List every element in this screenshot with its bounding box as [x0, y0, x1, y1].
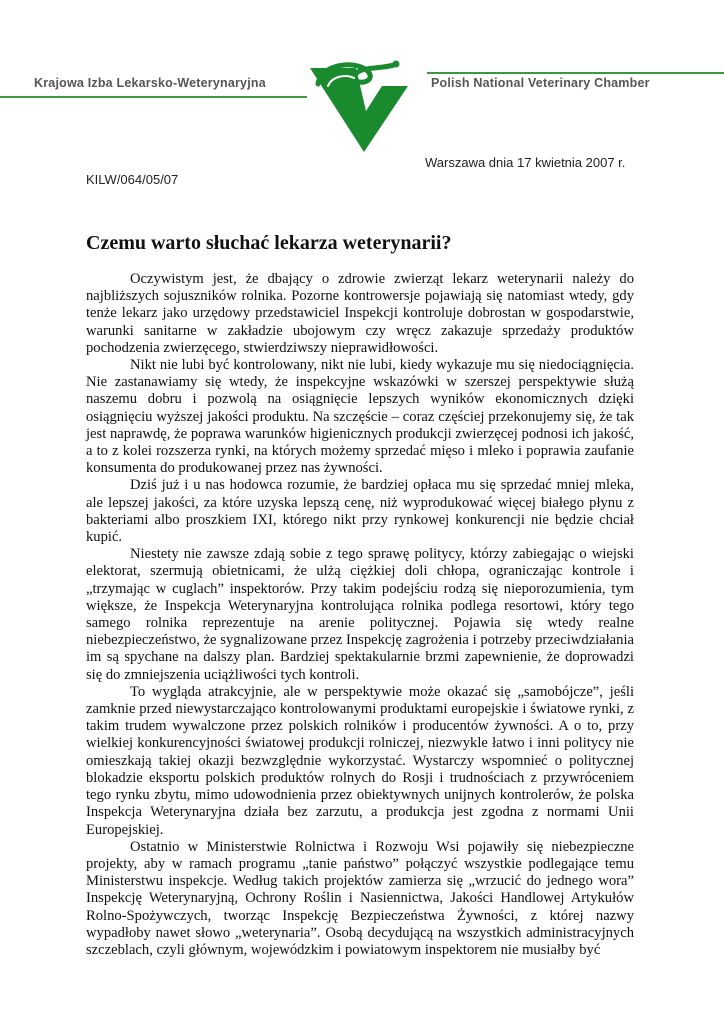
- paragraph: Niestety nie zawsze zdają sobie z tego sprawę politycy, którzy zabiegając o wiejski elektorat, szermują obietnicami, że ulżą ciężkiej doli chłopa, ograniczając kontrole i „trzymając w cuglach” inspektorów. Przy takim podejściu rodzą się nieporozumienia, tym większe, że Inspekcja Weterynaryjna kontrolująca rolnika podlega resortowi, który tego samego rolnika reprezentuje na arenie politycznej. Pojawia się wtedy realne niebezpieczeństwo, że sygnalizowane przez Inspekcję zagrożenia i potrzeby przeciwdziałania im są spychane na dalszy plan. Bardziej spektakularnie brzmi zapewnienie, że doprowadzi się do zmniejszenia uciążliwości tych kontroli.: [86, 546, 634, 683]
- paragraph: To wygląda atrakcyjnie, ale w perspektywie może okazać się „samobójcze”, jeśli zamknie przed niewystarczająco kontrolowanymi produktami europejskie i światowe rynki, z takim trudem wywalczone przez polskich rolników i producentów żywności. A o to, przy wielkiej konkurencyjności światowej produkcji rolniczej, niezwykle łatwo i inni politycy nie omieszkają takiej okazji bezwzględnie wykorzystać. Wystarczy wspomnieć o politycznej blokadzie eksportu polskich produktów rolnych do Rosji i trudnościach z przywróceniem tego rynku zbytu, mimo udowodnienia przez obiektywnych unijnych kontrolerów, że polska Inspekcja Weterynaryjna działa bez zarzutu, a produkcja jest zgodna z normami Unii Europejskiej.: [86, 683, 634, 838]
- paragraph: Dziś już i u nas hodowca rozumie, że bardziej opłaca mu się sprzedać mniej mleka, ale lepszej jakości, za które uzyska lepszą cenę, niż wyprodukować więcej białego płynu z bakteriami albo proszkiem IXI, którego nikt przy rynkowej konkurencji nie będzie chciał kupić.: [86, 477, 634, 546]
- header-rule-right: [427, 72, 724, 74]
- paragraph: Ostatnio w Ministerstwie Rolnictwa i Rozwoju Wsi pojawiły się niebezpieczne projekty, aby w ramach programu „tanie państwo” połączyć wszystkie podlegające temu Ministerstwu inspekcje. Według takich projektów zamierza się „wrzucić do jednego wora” Inspekcję Weterynaryjną, Ochrony Roślin i Nasiennictwa, Jakości Handlowej Artykułów Rolno-Spożywczych, tworząc Inspekcję Bezpieczeństwa Żywności, z której nazwy wypadłoby nawet słowo „weterynaria”. Osobą decydującą na wszystkich administracyjnych szczeblach, czyli głównym, wojewódzkim i powiatowym inspektorem nie musiałby być: [86, 838, 634, 958]
- org-name-english: Polish National Veterinary Chamber: [431, 76, 650, 90]
- paragraph: Oczywistym jest, że dbający o zdrowie zwierząt lekarz weterynarii należy do najbliższych sojuszników rolnika. Pozorne kontrowersje pojawiają się natomiast wtedy, gdy tenże lekarz jako urzędowy przedstawiciel Inspekcji kontroluje dobrostan w gospodarstwie, warunki sanitarne w zakładzie ubojowym czy wręcz zakazuje sprzedaży produktów pochodzenia zwierzęcego, stwierdziwszy nieprawidłowości.: [86, 271, 634, 356]
- letter-body: [86, 271, 634, 959]
- reference-number: KILW/064/05/07: [86, 172, 179, 187]
- city-and-date: Warszawa dnia 17 kwietnia 2007 r.: [425, 155, 626, 170]
- org-name-polish: Krajowa Izba Lekarsko-Weterynaryjna: [34, 76, 266, 90]
- veterinary-chamber-logo-icon: [298, 56, 428, 154]
- header-rule-left: [0, 96, 307, 98]
- paragraph: Nikt nie lubi być kontrolowany, nikt nie lubi, kiedy wykazuje mu się niedociągnięcia. Nie zastanawiamy się wtedy, że inspekcyjne wskazówki w szerszej perspektywie służą naszemu dobru i pozwolą na osiągnięcie lepszych wyników ekonomicznych dzięki osiągnięciu wyższej jakości produktu. Na szczęście – coraz częściej przekonujemy się, że tak jest naprawdę, że poprawa warunków higienicznych produkcji zwierzęcej podnosi ich jakość, a to z kolei rozszerza rynki, na których możemy sprzedać mięso i mleko i poprawia zaufanie konsumenta do produkowanej przez nas żywności.: [86, 357, 634, 477]
- document-title: Czemu warto słuchać lekarza weterynarii?: [86, 232, 452, 254]
